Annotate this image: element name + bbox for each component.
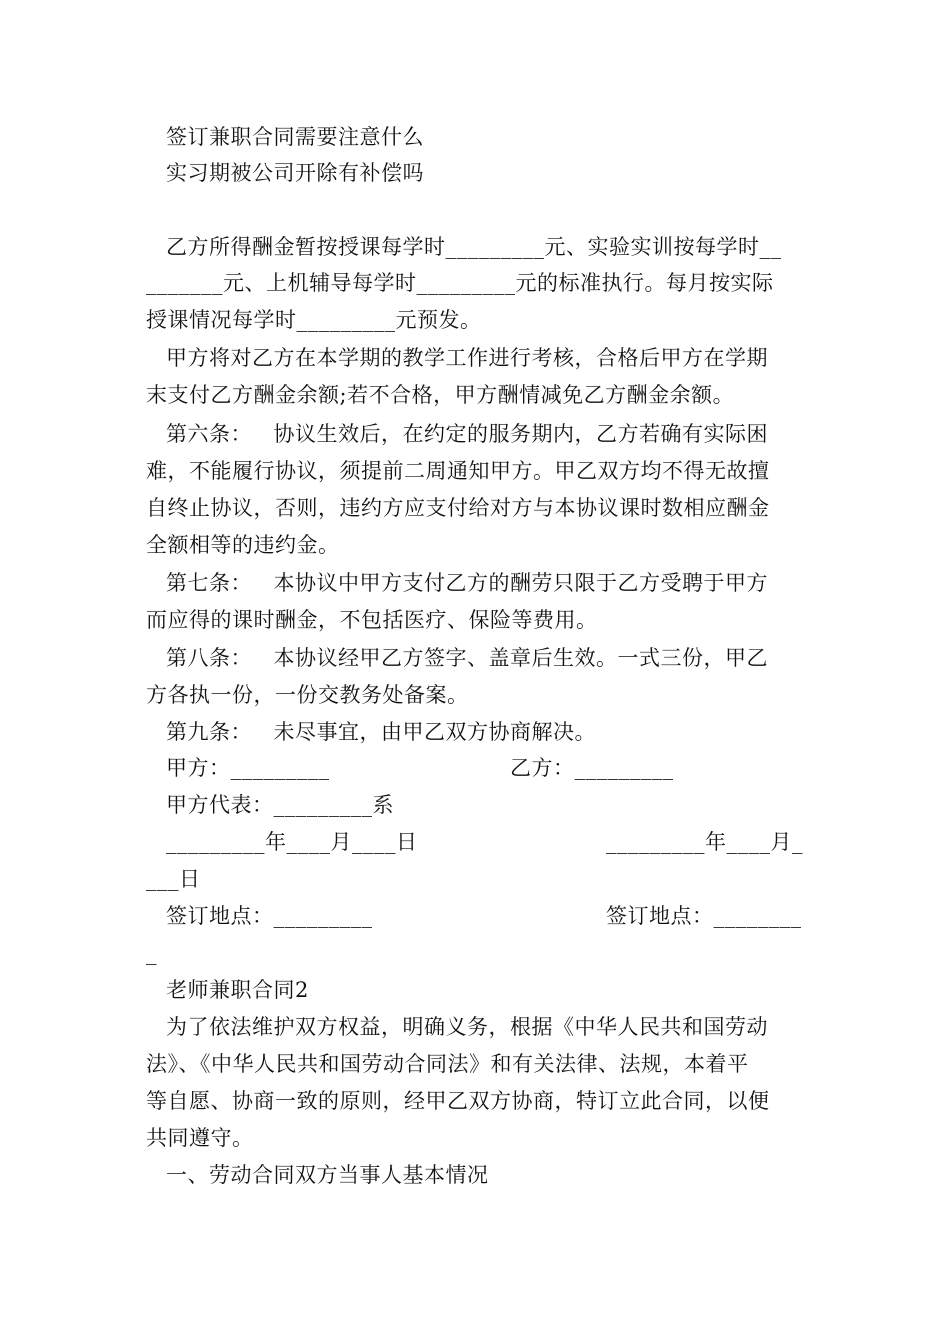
pay-paragraph-line: 乙方所得酬金暂按授课每学时_________元、实验实训按每学时__ [166,235,782,259]
assessment-paragraph-line: 甲方将对乙方在本学期的教学工作进行考核，合格后甲方在学期 [166,346,768,370]
contract-2-intro-line: 为了依法维护双方权益，明确义务，根据《中华人民共和国劳动 [166,1015,768,1039]
party-b-date: _________年____月_ [606,830,803,854]
related-link-internship-dismissal[interactable]: 实习期被公司开除有补偿吗 [166,161,424,185]
party-b-signature: 乙方：_________ [510,756,674,780]
article-6-line: 全额相等的违约金。 [146,533,340,557]
article-6-line: 第六条： 协议生效后，在约定的服务期内，乙方若确有实际困 [166,422,769,446]
article-6-line: 难，不能履行协议，须提前二周通知甲方。甲乙双方均不得无故擅 [146,459,770,483]
article-8-line: 第八条： 本协议经甲乙方签字、盖章后生效。一式三份，甲乙 [166,646,769,670]
article-7-line: 第七条： 本协议中甲方支付乙方的酬劳只限于乙方受聘于甲方 [166,571,769,595]
party-b-signing-place-wrap: _ [146,941,157,965]
party-a-signing-place: 签订地点：_________ [166,904,373,928]
contract-2-title: 老师兼职合同2 [166,978,309,1002]
article-6-line: 自终止协议，否则，违约方应支付给对方与本协议课时数相应酬金 [146,496,770,520]
article-8-line: 方各执一份，一份交教务处备案。 [146,683,469,707]
contract-2-intro-line: 共同遵守。 [146,1126,254,1150]
party-a-signature: 甲方：_________ [166,756,330,780]
assessment-paragraph-line: 末支付乙方酬金余额;若不合格，甲方酬情减免乙方酬金余额。 [146,383,735,407]
contract-2-intro-line: 法》、《中华人民共和国劳动合同法》和有关法律、法规，本着平 [146,1052,749,1076]
party-b-date-wrap: ___日 [146,867,201,891]
section-1-heading: 一、劳动合同双方当事人基本情况 [166,1163,489,1187]
article-7-line: 而应得的课时酬金，不包括医疗、保险等费用。 [146,608,598,632]
pay-paragraph-line: _______元、上机辅导每学时_________元的标准执行。每月按实际 [146,271,774,295]
party-a-representative: 甲方代表：_________系 [166,793,394,817]
party-b-signing-place: 签订地点：________ [606,904,802,928]
related-link-part-time-contract[interactable]: 签订兼职合同需要注意什么 [166,125,424,149]
pay-paragraph-line: 授课情况每学时_________元预发。 [146,308,482,332]
party-a-date: _________年____月____日 [166,830,418,854]
contract-2-intro-line: 等自愿、协商一致的原则，经甲乙双方协商，特订立此合同，以便 [146,1089,770,1113]
article-9: 第九条： 未尽事宜，由甲乙双方协商解决。 [166,720,597,744]
